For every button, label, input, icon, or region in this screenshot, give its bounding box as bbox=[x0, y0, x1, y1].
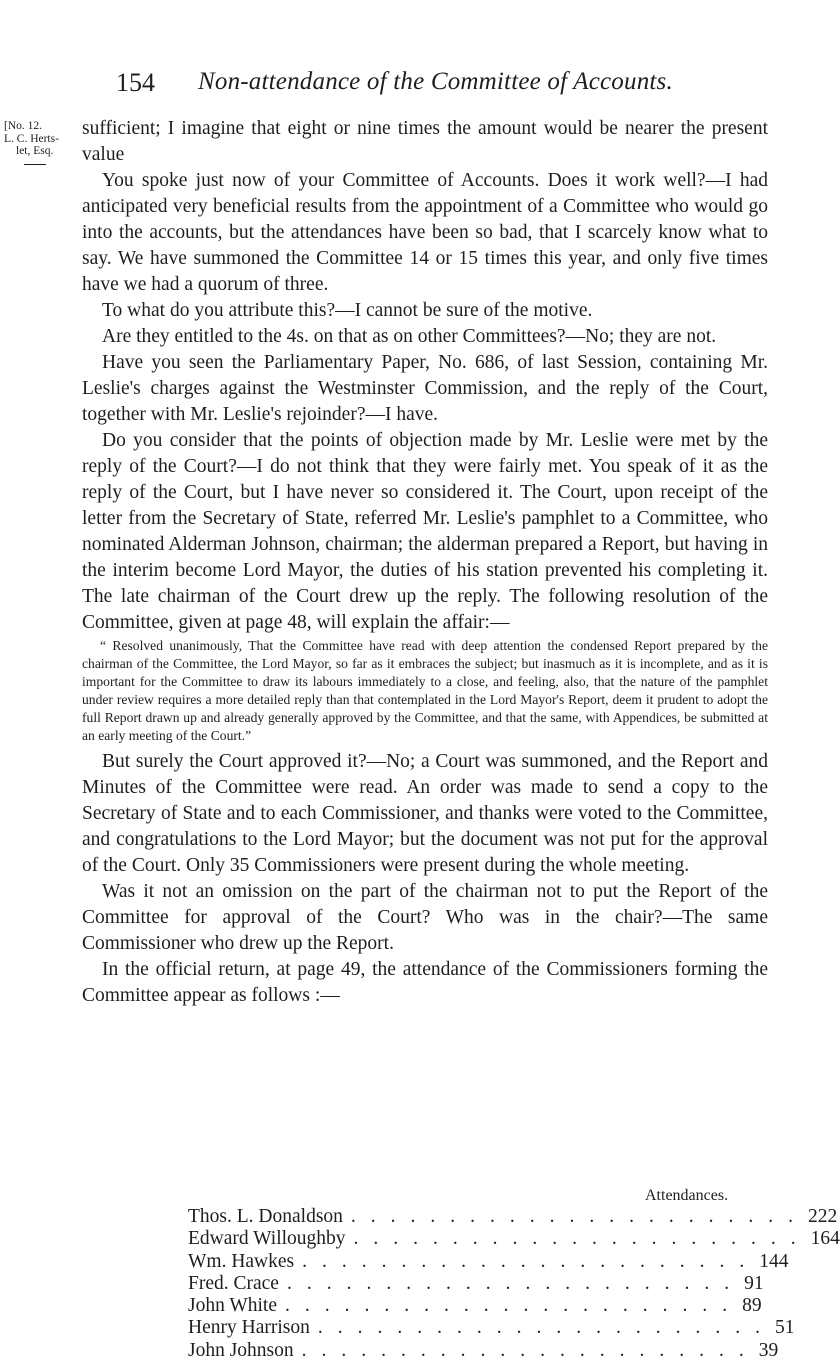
table-row bbox=[188, 1206, 838, 1228]
paragraph: sufficient; I imagine that eight or nine times the amount would be nearer the present value bbox=[82, 118, 768, 165]
table-row bbox=[188, 1317, 795, 1339]
margin-number: [No. 12. bbox=[4, 120, 43, 132]
attendance-column-header: Attendances. bbox=[645, 1187, 729, 1204]
commissioner-name: Henry Harrison bbox=[188, 1317, 310, 1339]
paragraph: Have you seen the Parliamentary Paper, No. 686, of last Session, containing Mr. Leslie's charges against the Westminster Commission, and the reply of the Court, together with Mr. Leslie's rejoinder?—I have. bbox=[82, 352, 768, 425]
paragraph: In the official return, at page 49, the attendance of the Commissioners forming the Committee appear as follows :— bbox=[82, 959, 768, 1006]
leader-dots: ....................... bbox=[317, 1317, 775, 1339]
paragraph: But surely the Court approved it?—No; a Court was summoned, and the Report and Minutes of the Committee were read. An order was made to send a copy to the Secretary of State and to each Commissioner, and thanks were voted to the Committee, and congratulations to the Lord Mayor; but the document was not put for the approval of the Court. Only 35 Commissioners were present during the whole meeting. bbox=[82, 751, 768, 876]
leader-dots: ....................... bbox=[286, 1272, 745, 1294]
attendance-count: 89 bbox=[742, 1295, 762, 1317]
paragraph: You spoke just now of your Committee of Accounts. Does it work well?—I had anticipated very beneficial results from the appointment of a Committee who would go into the accounts, but the attendances have been so bad, that I scarcely know what to say. We have summoned the Committee 14 or 15 times this year, and only five times have we had a quorum of three. bbox=[82, 170, 768, 295]
page-body bbox=[82, 116, 768, 1009]
commissioner-name: Fred. Crace bbox=[188, 1272, 279, 1294]
commissioner-name: Thos. L. Donaldson bbox=[188, 1206, 343, 1227]
margin-witness: L. C. Herts- bbox=[4, 132, 59, 145]
paragraph: Are they entitled to the 4s. on that as on other Committees?—No; they are not. bbox=[102, 326, 717, 347]
margin-rule bbox=[24, 164, 46, 165]
leader-dots: ....................... bbox=[302, 1250, 760, 1272]
attendance-count: 144 bbox=[759, 1250, 789, 1272]
attendance-count: 39 bbox=[758, 1339, 779, 1361]
page-number: 154 bbox=[116, 68, 155, 97]
attendance-count: 222 bbox=[808, 1206, 838, 1227]
margin-witness-cont: let, Esq. bbox=[16, 145, 54, 157]
leader-dots: ....................... bbox=[350, 1206, 809, 1227]
paragraph: Was it not an omission on the part of the chairman not to put the Report of the Committee for approval of the Court? Who was in the chair?—The same Commissioner who drew up the Report. bbox=[82, 881, 768, 954]
running-title: Non-attendance of the Committee of Accounts. bbox=[198, 68, 673, 95]
commissioner-name: John Johnson bbox=[188, 1339, 294, 1361]
leader-dots: ....................... bbox=[285, 1295, 743, 1317]
commissioner-name: Edward Willoughby bbox=[188, 1228, 346, 1250]
attendance-count: 51 bbox=[774, 1317, 795, 1339]
table-row bbox=[188, 1250, 789, 1273]
table-row bbox=[188, 1228, 840, 1250]
leader-dots: ....................... bbox=[301, 1339, 759, 1361]
resolution-quote: “ Resolved unanimously, That the Committee have read with deep attention the condensed Report prepared by the chairman of the Committee, the Lord Mayor, so far as it embraces the subject; but inasmuch as it is incomplete, and as it is important for the Committee to draw its labours immediately to a close, and feeling, also, that the nature of the pamphlet under review requires a more detailed reply than that contemplated in the Lord Mayor's Report, deem it prudent to adopt the full Report drawn up and already generally approved by the Committee, and that the same, with Appendices, be submitted at an early meeting of the Court.” bbox=[82, 638, 768, 743]
paragraph: Do you consider that the points of objection made by Mr. Leslie were met by the reply of the Court?—I do not think that they were fairly met. You speak of it as the reply of the Court, but I have never so considered it. The Court, upon receipt of the letter from the Secretary of State, referred Mr. Leslie's pamphlet to a Committee, who nominated Alderman Johnson, chairman; the alderman prepared a Report, but having in the interim become Lord Mayor, the duties of his station prevented his completing it. The late chairman of the Court drew up the reply. The following resolution of the Committee, given at page 48, will explain the affair:— bbox=[82, 430, 768, 633]
table-row bbox=[188, 1295, 762, 1317]
paragraph: To what do you attribute this?—I cannot be sure of the motive. bbox=[102, 300, 593, 321]
table-row bbox=[188, 1339, 779, 1362]
commissioner-name: Wm. Hawkes bbox=[188, 1250, 295, 1272]
attendance-table bbox=[188, 1206, 840, 1362]
attendance-count: 164 bbox=[810, 1228, 840, 1250]
leader-dots: ....................... bbox=[353, 1228, 811, 1250]
attendance-count: 91 bbox=[744, 1272, 764, 1294]
page-header bbox=[0, 68, 801, 102]
margin-note bbox=[4, 120, 66, 165]
commissioner-name: John White bbox=[188, 1295, 278, 1317]
table-row bbox=[188, 1272, 764, 1295]
